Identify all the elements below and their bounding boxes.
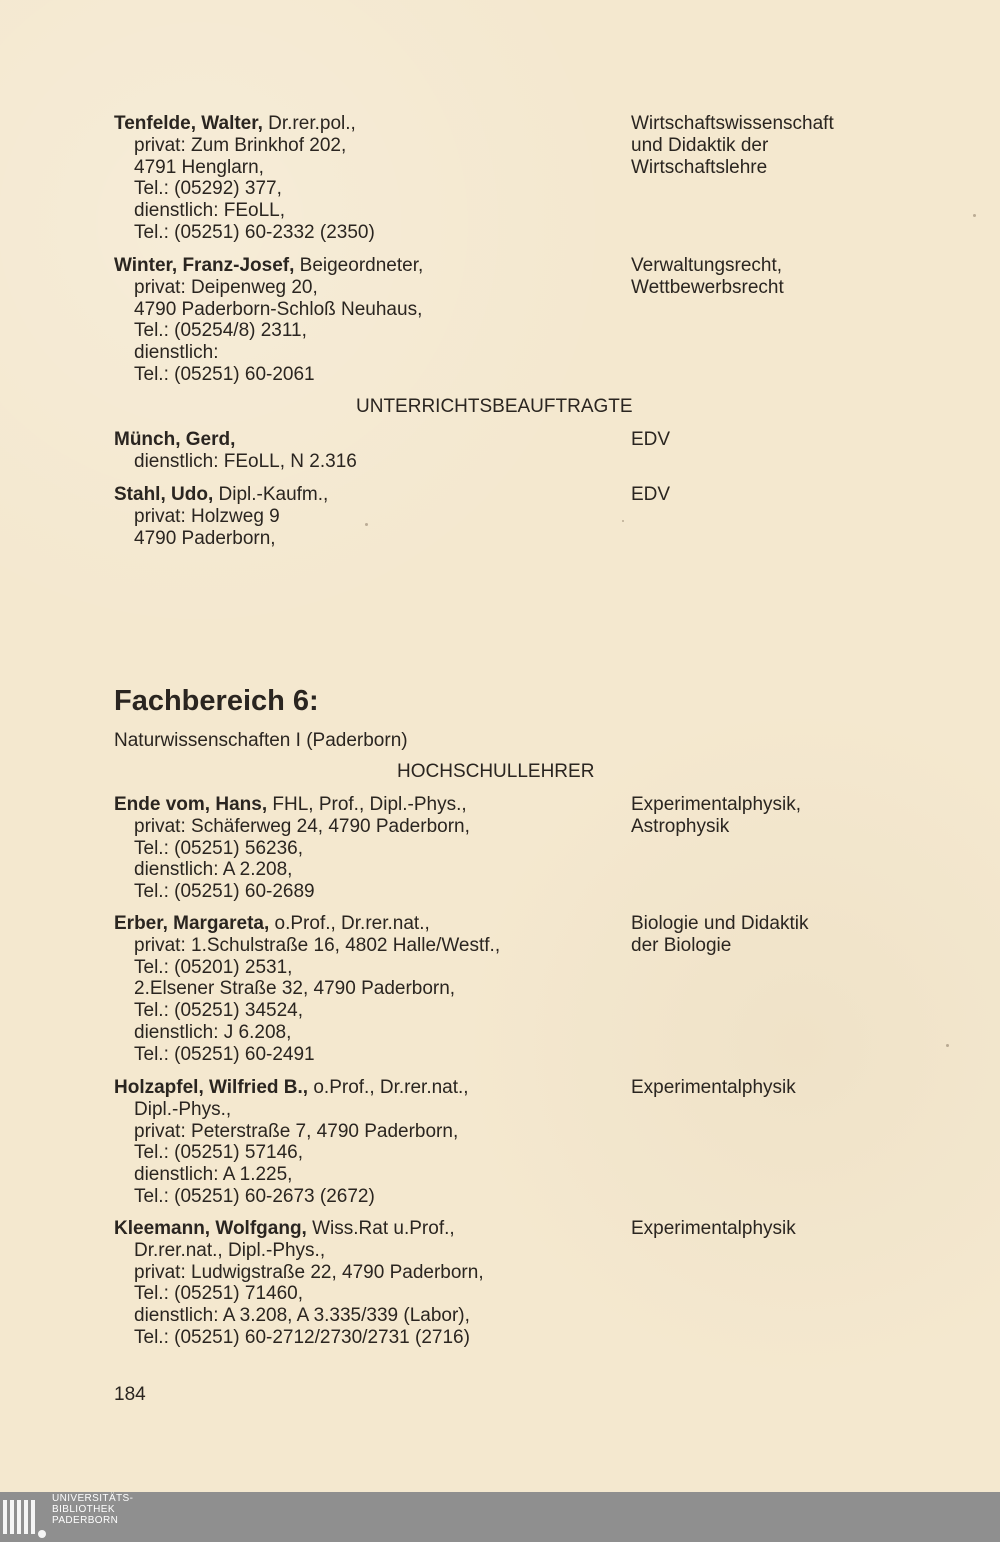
section-subheading: Naturwissenschaften I (Paderborn) [114,730,408,751]
subject-line: Verwaltungsrecht, [631,255,783,276]
person-title: Dr.rer.pol., [262,113,356,134]
subject-line: Wirtschaftswissenschaft [631,113,834,134]
entry-details [114,1077,614,1208]
phone-line: Tel.: (05251) 60-2061 [134,363,315,385]
person-name: Kleemann, Wolfgang, [114,1218,307,1239]
logo-bar-icon [31,1500,35,1534]
paper-speck [973,214,976,217]
person-title: o.Prof., Dr.rer.nat., [308,1077,469,1098]
subject-line: der Biologie [631,934,732,956]
office-line: dienstlich: A 1.225, [134,1164,293,1186]
address-line: 2.Elsener Straße 32, 4790 Paderborn, [134,978,456,1000]
address-line: privat: 1.Schulstraße 16, 4802 Halle/Westf., [134,934,501,956]
person-name: Holzapfel, Wilfried B., [114,1077,309,1098]
entry-winter [114,255,874,387]
entry-erber [114,913,874,1067]
phone-line: Tel.: (05251) 60-2332 (2350) [134,221,375,243]
subject-line: EDV [631,429,671,450]
entry-details [114,484,614,549]
phone-line: Tel.: (05251) 60-2491 [134,1043,315,1065]
person-title: Wiss.Rat u.Prof., [306,1218,455,1239]
library-name-line: PADERBORN [52,1515,119,1526]
subject-area [631,1077,881,1099]
entry-muench [114,429,874,473]
address-line: 4790 Paderborn-Schloß Neuhaus, [134,298,423,320]
office-line: dienstlich: FEoLL, [134,200,286,222]
entry-details [114,794,614,903]
subject-line: und Didaktik der [631,134,769,156]
person-name: Ende vom, Hans, [114,794,268,815]
subject-line: Experimentalphysik [631,1218,796,1239]
address-line: privat: Deipenweg 20, [134,276,318,298]
entry-header [114,484,614,506]
logo-bar-icon [3,1500,7,1534]
subject-line: EDV [631,484,671,505]
subject-line: Wirtschaftslehre [631,156,768,178]
phone-line: Tel.: (05251) 71460, [134,1283,304,1305]
subject-area [631,794,881,838]
entry-details [114,255,614,386]
entry-details [114,913,614,1066]
entry-header [114,255,614,277]
entry-header [114,429,614,451]
subject-area [631,255,881,299]
subject-line: Astrophysik [631,815,730,837]
person-name: Winter, Franz-Josef, [114,255,295,276]
page-number: 184 [114,1384,146,1405]
phone-line: Tel.: (05251) 56236, [134,837,304,859]
address-line: privat: Zum Brinkhof 202, [134,134,347,156]
library-logo-icon [3,1500,43,1534]
address-line: 4790 Paderborn, [134,527,276,549]
qualification-line: Dr.rer.nat., Dipl.-Phys., [134,1239,326,1261]
address-line: 4791 Henglarn, [134,156,264,178]
subject-area [631,484,881,506]
address-line: privat: Peterstraße 7, 4790 Paderborn, [134,1120,459,1142]
subject-line: Wettbewerbsrecht [631,276,784,298]
entry-header [114,1218,614,1240]
address-line: privat: Holzweg 9 [134,505,280,527]
person-name: Stahl, Udo, [114,484,214,505]
logo-bar-icon [24,1500,28,1534]
library-footer [0,1492,1000,1542]
entry-header [114,1077,614,1099]
library-name-line: UNIVERSITÄTS- [52,1493,134,1504]
qualification-line: Dipl.-Phys., [134,1098,232,1120]
person-title: FHL, Prof., Dipl.-Phys., [267,794,467,815]
address-line: privat: Ludwigstraße 22, 4790 Paderborn, [134,1261,484,1283]
office-line: dienstlich: FEoLL, N 2.316 [134,450,357,472]
subject-area [631,913,881,957]
phone-line: Tel.: (05251) 60-2712/2730/2731 (2716) [134,1326,470,1348]
subject-line: Experimentalphysik [631,1077,796,1098]
phone-line: Tel.: (05201) 2531, [134,956,293,978]
paper-speck [946,1044,949,1047]
phone-line: Tel.: (05251) 57146, [134,1142,304,1164]
section-heading: Fachbereich 6: [114,685,319,717]
entry-stahl [114,484,874,550]
entry-details [114,1218,614,1349]
entry-details [114,113,614,244]
entry-tenfelde [114,113,874,245]
library-name-line: BIBLIOTHEK [52,1504,115,1515]
phone-line: Tel.: (05251) 60-2673 (2672) [134,1185,375,1207]
person-name: Erber, Margareta, [114,913,270,934]
subject-area [631,113,881,178]
phone-line: Tel.: (05251) 34524, [134,1000,304,1022]
person-title: Beigeordneter, [294,255,424,276]
section-label-unterrichtsbeauftragte: UNTERRICHTSBEAUFTRAGTE [356,396,633,417]
subject-line: Experimentalphysik, [631,794,802,815]
entry-header [114,113,614,135]
section-label-hochschullehrer: HOCHSCHULLEHRER [397,761,595,782]
office-line: dienstlich: J 6.208, [134,1021,292,1043]
office-line: dienstlich: A 3.208, A 3.335/339 (Labor), [134,1305,470,1327]
logo-bar-icon [10,1500,14,1534]
phone-line: Tel.: (05254/8) 2311, [134,320,307,342]
entry-header [114,913,614,935]
subject-area [631,1218,881,1240]
university-library-logo [0,1492,140,1542]
logo-bar-icon [17,1500,21,1534]
person-title: Dipl.-Kaufm., [213,484,329,505]
logo-dot-icon [38,1530,46,1538]
address-line: privat: Schäferweg 24, 4790 Paderborn, [134,815,470,837]
person-name: Münch, Gerd, [114,429,236,450]
entry-header [114,794,614,816]
person-title: o.Prof., Dr.rer.nat., [269,913,430,934]
library-name [52,1493,133,1526]
person-name: Tenfelde, Walter, [114,113,263,134]
phone-line: Tel.: (05292) 377, [134,178,282,200]
subject-line: Biologie und Didaktik [631,913,809,934]
subject-area [631,429,881,451]
entry-kleemann [114,1218,874,1350]
entry-holzapfel [114,1077,874,1209]
office-line: dienstlich: [134,342,219,364]
phone-line: Tel.: (05251) 60-2689 [134,881,315,903]
office-line: dienstlich: A 2.208, [134,859,293,881]
entry-details [114,429,614,473]
entry-ende [114,794,874,904]
